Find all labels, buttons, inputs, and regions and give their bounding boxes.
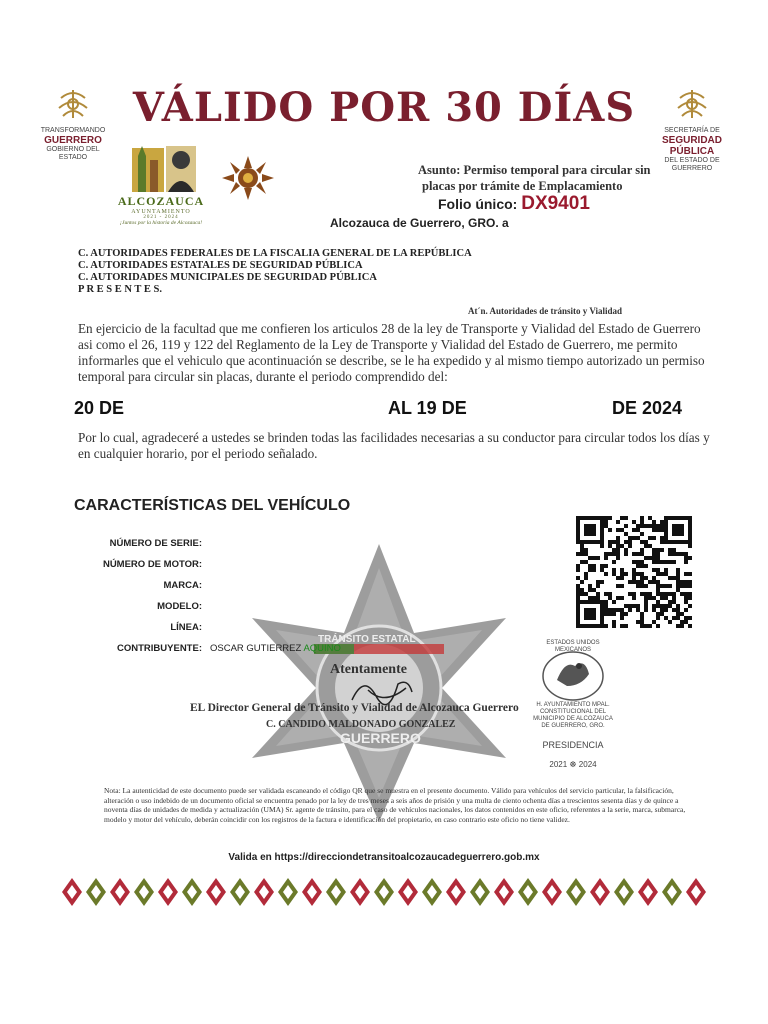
seal-years: 2021 ☸ 2024 xyxy=(549,760,597,769)
seal-ring-text: ESTADOS UNIDOS MEXICANOS xyxy=(546,640,600,653)
director-title: EL Director General de Tránsito y Vialidad de Alcozauca Guerrero xyxy=(190,702,519,714)
alcozauca-motto: ¡Juntos por la historia de Alcozauca! xyxy=(119,220,203,226)
period-start: 20 DE xyxy=(74,398,125,418)
subject-line1: Asunto: Permiso temporal para circular sin xyxy=(418,163,651,177)
mexico-eagle-seal-icon xyxy=(535,646,611,702)
alcozauca-municipal-logo xyxy=(116,142,206,226)
engine-number-label: NÚMERO DE MOTOR: xyxy=(102,559,202,570)
seal-line2: CONSTITUCIONAL DEL xyxy=(539,709,607,715)
brand-label: MARCA: xyxy=(163,580,202,591)
left-logo-line1: TRANSFORMANDO xyxy=(40,127,106,134)
right-logo-line1: SECRETARÍA DE xyxy=(664,127,720,134)
alcozauca-name: ALCOZAUCA xyxy=(117,194,205,208)
addressee-state: C. AUTORIDADES ESTATALES DE SEGURIDAD PÚBLICA xyxy=(78,260,363,271)
closing-paragraph: Por lo cual, agradeceré a ustedes se brinden todas las facilidades necesarias a su conductor para circular todos los días y en cualquier horario, por el periodo señalado. xyxy=(78,430,710,461)
left-logo-line2: GUERRERO xyxy=(44,135,102,146)
folio xyxy=(438,193,590,215)
municipal-seal xyxy=(528,640,618,769)
left-logo-line3: GOBIERNO DEL ESTADO xyxy=(46,146,100,161)
folio-number: DX9401 xyxy=(521,193,590,214)
seal-line3: MUNICIPIO DE ALCOZAUCA xyxy=(533,716,613,722)
addressee-presentes: P R E S E N T E S. xyxy=(78,284,162,295)
folio-label: Folio único: xyxy=(438,196,518,212)
attention-line: At´n. Autoridades de tránsito y Vialidad xyxy=(468,306,623,316)
seguridad-publica-logo xyxy=(644,86,740,173)
vehicle-section-title: CARACTERÍSTICAS DEL VEHÍCULO xyxy=(74,497,351,514)
seal-presidencia: PRESIDENCIA xyxy=(542,740,604,750)
addressee-federal: C. AUTORIDADES FEDERALES DE LA FISCALIA GENERAL DE LA REPÚBLICA xyxy=(78,248,472,259)
decorative-embroidery-border xyxy=(60,876,710,908)
model-label: MODELO: xyxy=(157,601,202,612)
director-name: C. CANDIDO MALDONADO GONZALEZ xyxy=(266,719,456,730)
addressees xyxy=(78,248,472,296)
atentamente: Atentamente xyxy=(330,662,407,677)
security-emblem-icon xyxy=(672,86,712,122)
line-label: LÍNEA: xyxy=(170,622,202,633)
guerrero-state-logo xyxy=(36,86,110,162)
legal-note: Nota: La autenticidad de este documento puede ser validada escaneando el código QR que se muestra en el presente documento. Válido para vehículos del servicio particular, la falsificación, alteración o uso indebido de un documento oficial se encuentra penado por la ley de tres meses a seis años de prisión y una multa de ciento ochenta días a trescientos sesenta días y de quince a noventa días de unidades de medida y actualización (UMA) Sr. agente de tránsito, para el caso de vehículos nacionales, los datos contenidos en este oficio, referentes a la serie, marca, submarca, modelo y motor del vehículo, deberán coincidir con los registros de la factura e identificación del propietario, en caso contrario este oficio no tiene validez. xyxy=(104,786,686,824)
contributor-name: OSCAR GUTIERREZ xyxy=(210,643,304,654)
sun-glyph-icon xyxy=(222,156,274,205)
subject-block xyxy=(418,162,718,194)
serial-number-label: NÚMERO DE SERIE: xyxy=(109,538,202,549)
church-and-portrait-icon xyxy=(128,142,200,194)
addressee-municipal: C. AUTORIDADES MUNICIPALES DE SEGURIDAD PÚBLICA xyxy=(78,272,377,283)
seal-line4: DE GUERRERO, GRO. xyxy=(541,723,605,729)
subject-line2: placas por trámite de Emplacamiento xyxy=(422,179,623,193)
right-logo-line3: DEL ESTADO DE GUERRERO xyxy=(664,157,720,172)
state-emblem-icon xyxy=(53,86,93,122)
contributor-surname: AQUINO xyxy=(303,643,341,654)
place-date: Alcozauca de Guerrero, GRO. a xyxy=(330,216,509,230)
period-middle: AL 19 DE xyxy=(388,398,467,418)
right-logo-line2: SEGURIDAD PÚBLICA xyxy=(661,135,722,157)
contributor-label: CONTRIBUYENTE: xyxy=(117,643,202,654)
qr-code[interactable] xyxy=(576,516,692,633)
page-title: VÁLIDO POR 30 DÍAS xyxy=(132,84,636,131)
validation-url[interactable]: Valida en https://direcciondetransitoalcozaucadeguerrero.gob.mx xyxy=(228,852,540,863)
alcozauca-years: 2021 - 2024 xyxy=(143,215,179,220)
badge-bottom-text: GUERRERO xyxy=(340,730,421,746)
seal-line1: H. AYUNTAMIENTO MPAL. xyxy=(536,702,610,708)
body-paragraph: En ejercicio de la facultad que me confieren los articulos 28 de la ley de Transporte y Vialidad del Estado de Guerrero asi como el 26, 119 y 122 del Reglamento de la Ley de Transporte y Vialidad del Estado de Guerrero, me permito informarles que el vehiculo que acontinuación se describe, se le ha expedido y al mismo tiempo autorizado un permiso temporal para circular sin placas, durante el periodo comprendido del: xyxy=(78,321,705,384)
period-end: DE 2024 xyxy=(612,398,683,418)
contributor-value xyxy=(210,643,341,654)
badge-top-text: TRÁNSITO ESTATAL xyxy=(318,634,416,645)
alcozauca-sub: AYUNTAMIENTO xyxy=(131,209,191,215)
